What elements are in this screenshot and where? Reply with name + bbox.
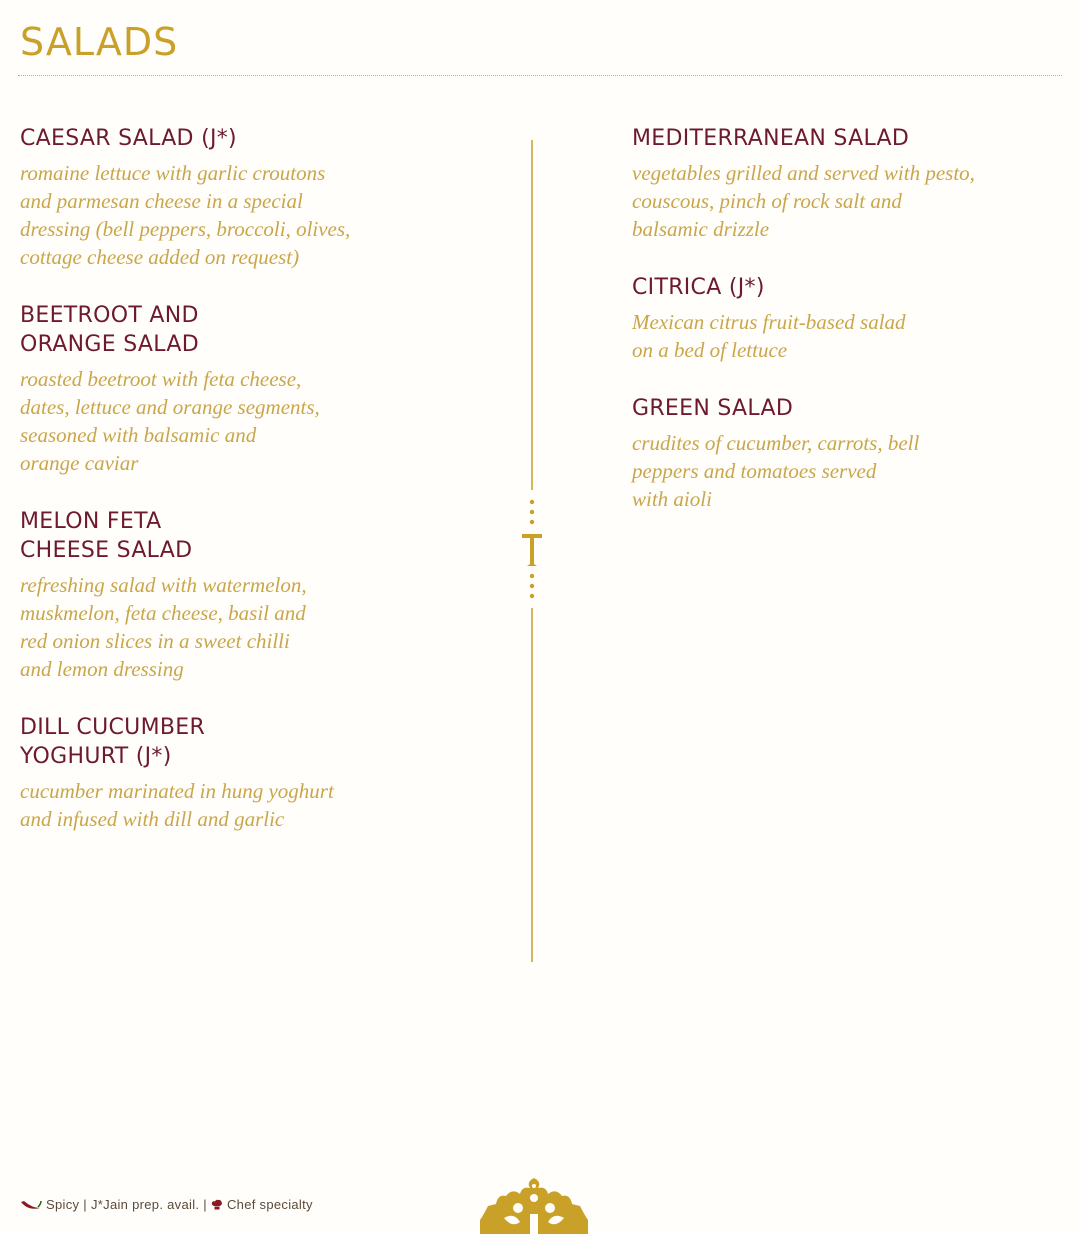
legend-separator: | bbox=[83, 1197, 87, 1212]
menu-item bbox=[20, 301, 480, 477]
menu-item bbox=[20, 507, 480, 683]
left-menu-column bbox=[20, 124, 480, 863]
menu-item bbox=[632, 273, 1052, 364]
menu-item-description: romaine lettuce with garlic croutons and parmesan cheese in a special dressing (bell peppers, broccoli, olives, cottage cheese added on request) bbox=[20, 161, 351, 269]
menu-item-description: refreshing salad with watermelon, muskmelon, feta cheese, basil and red onion slices in a sweet chilli and lemon dressing bbox=[20, 573, 307, 681]
menu-item-name: GREEN SALAD bbox=[632, 396, 794, 421]
legend-jain: J*Jain prep. avail. bbox=[90, 1197, 200, 1212]
menu-item bbox=[20, 124, 480, 271]
right-menu-column bbox=[632, 124, 1052, 543]
legend-spicy: Spicy bbox=[46, 1197, 80, 1212]
chili-icon bbox=[20, 1199, 42, 1211]
menu-item-description: crudites of cucumber, carrots, bell peppers and tomatoes served with aioli bbox=[632, 431, 920, 511]
menu-item-name: CITRICA (J*) bbox=[632, 275, 765, 300]
menu-item-description: roasted beetroot with feta cheese, dates, lettuce and orange segments, seasoned with balsamic and orange caviar bbox=[20, 367, 320, 475]
legend-separator: | bbox=[203, 1197, 207, 1212]
menu-item-description: vegetables grilled and served with pesto, couscous, pinch of rock salt and balsamic drizzle bbox=[632, 161, 975, 241]
crest-ornament-icon bbox=[464, 1174, 604, 1234]
menu-item-description: cucumber marinated in hung yoghurt and infused with dill and garlic bbox=[20, 779, 334, 831]
menu-item-name: MELON FETA CHEESE SALAD bbox=[20, 509, 193, 563]
menu-item-name: MEDITERRANEAN SALAD bbox=[632, 126, 910, 151]
menu-item-name: BEETROOT AND ORANGE SALAD bbox=[20, 303, 199, 357]
title-divider-rule bbox=[18, 75, 1062, 76]
chef-hat-icon bbox=[211, 1199, 223, 1211]
menu-item bbox=[632, 124, 1052, 243]
menu-item-description: Mexican citrus fruit-based salad on a bed of lettuce bbox=[632, 310, 906, 362]
ornamental-t-icon bbox=[520, 140, 544, 962]
page-title: SALADS bbox=[20, 20, 179, 64]
menu-item bbox=[20, 713, 480, 833]
menu-item bbox=[632, 394, 1052, 513]
menu-item-name: CAESAR SALAD (J*) bbox=[20, 126, 237, 151]
legend bbox=[20, 1197, 313, 1212]
menu-item-name: DILL CUCUMBER YOGHURT (J*) bbox=[20, 715, 206, 769]
legend-chef: Chef specialty bbox=[226, 1197, 313, 1212]
